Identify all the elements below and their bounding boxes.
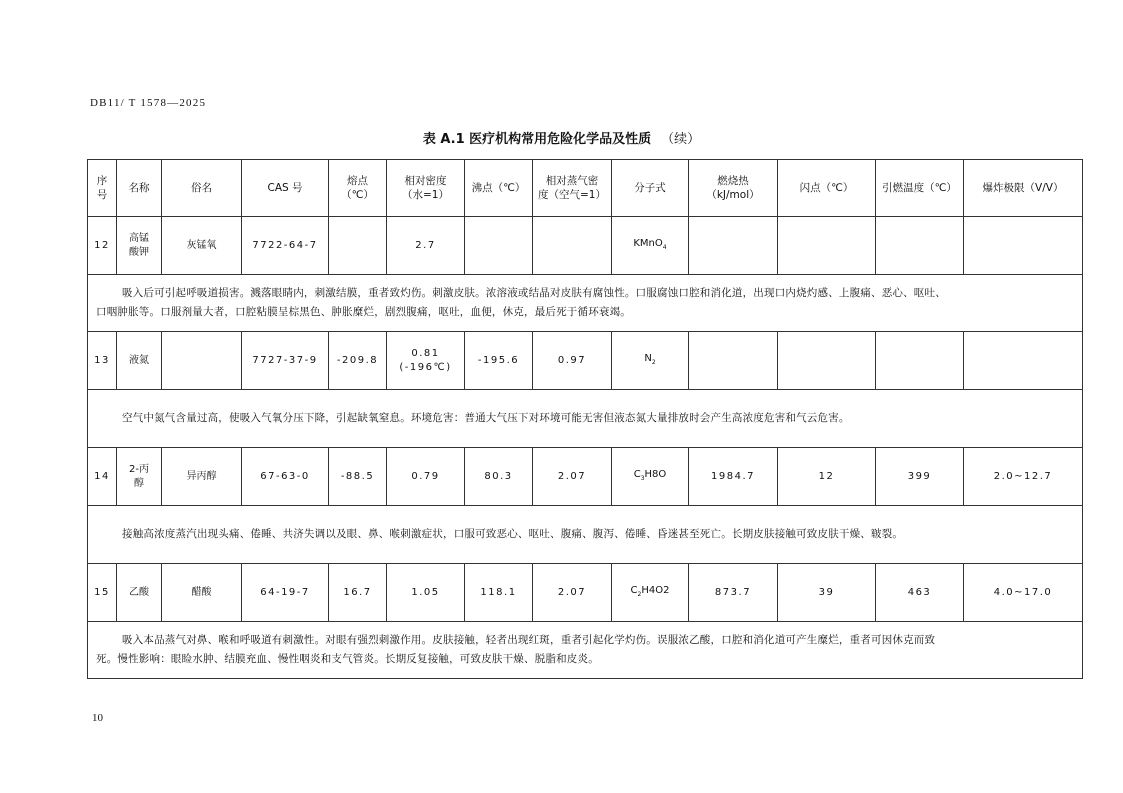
header-seq: 序 号 (88, 160, 117, 217)
header-cas: CAS 号 (242, 160, 329, 217)
cell-hazard-description (88, 506, 1083, 564)
table-header-row (88, 160, 1083, 217)
description-line: 空气中氮气含量过高，使吸入气氧分压下降，引起缺氧窒息。环境危害：普通大气压下对环境可能无害但液态氮大量排放时会产生高浓度危害和气云危害。 (122, 412, 850, 424)
header-relative-density: 相对密度 （水=1） (387, 160, 465, 217)
cell-relative-density: 0.79 (387, 448, 465, 506)
cell-name: 液氮 (117, 332, 162, 390)
cell-flash-point (778, 217, 876, 275)
table-description-row (88, 506, 1083, 564)
cell-seq: 14 (88, 448, 117, 506)
cell-vapor-density: 0.97 (533, 332, 612, 390)
header-common-name: 俗名 (162, 160, 242, 217)
header-vapor-density: 相对蒸气密 度（空气=1） (533, 160, 612, 217)
header-name: 名称 (117, 160, 162, 217)
header-ignition-temp: 引燃温度（℃） (876, 160, 964, 217)
cell-formula: $N_2$ (612, 332, 689, 390)
table-description-row (88, 622, 1083, 679)
table-row (88, 332, 1083, 390)
cell-formula: KMnO$_4$ (612, 217, 689, 275)
cell-ignition-temp (876, 217, 964, 275)
header-formula: 分子式 (612, 160, 689, 217)
cell-combustion-heat: 873.7 (689, 564, 778, 622)
cell-common-name: 灰锰氧 (162, 217, 242, 275)
cell-flash-point (778, 332, 876, 390)
table-row (88, 448, 1083, 506)
cell-vapor-density (533, 217, 612, 275)
cell-melting-point (329, 217, 387, 275)
cell-cas: 67-63-0 (242, 448, 329, 506)
cell-boiling-point: 118.1 (465, 564, 533, 622)
cell-cas: 7727-37-9 (242, 332, 329, 390)
cell-relative-density: 1.05 (387, 564, 465, 622)
cell-formula: $C_3H8O$ (612, 448, 689, 506)
cell-melting-point: 16.7 (329, 564, 387, 622)
header-flash-point: 闪点（℃） (778, 160, 876, 217)
cell-seq: 15 (88, 564, 117, 622)
cell-boiling-point: 80.3 (465, 448, 533, 506)
cell-formula: $C_2H4O2$ (612, 564, 689, 622)
table-description-row (88, 390, 1083, 448)
table-row (88, 217, 1083, 275)
cell-boiling-point (465, 217, 533, 275)
cell-relative-density: 2.7 (387, 217, 465, 275)
cell-seq: 12 (88, 217, 117, 275)
description-line: 接触高浓度蒸汽出现头痛、倦睡、共济失调以及眼、鼻、喉刺激症状，口服可致恶心、呕吐、腹痛、腹泻、倦睡、昏迷甚至死亡。长期皮肤接触可致皮肤干燥、皲裂。 (122, 528, 904, 540)
cell-flash-point: 39 (778, 564, 876, 622)
header-combustion-heat: 燃烧热 （kJ/mol） (689, 160, 778, 217)
chemicals-table (87, 159, 1083, 679)
cell-hazard-description (88, 622, 1083, 679)
page-number: 10 (92, 712, 103, 724)
cell-cas: 64-19-7 (242, 564, 329, 622)
cell-vapor-density: 2.07 (533, 448, 612, 506)
cell-name: 2-丙 醇 (117, 448, 162, 506)
cell-melting-point: -88.5 (329, 448, 387, 506)
cell-vapor-density: 2.07 (533, 564, 612, 622)
cell-seq: 13 (88, 332, 117, 390)
cell-common-name: 异丙醇 (162, 448, 242, 506)
header-melting-point: 熔点 （℃） (329, 160, 387, 217)
table-title (0, 128, 1123, 147)
cell-boiling-point: -195.6 (465, 332, 533, 390)
description-line: 死。慢性影响：眼睑水肿、结膜充血、慢性咽炎和支气管炎。长期反复接触，可致皮肤干燥、脱脂和皮炎。 (96, 653, 599, 665)
description-line: 吸入本品蒸气对鼻、喉和呼吸道有刺激性。对眼有强烈刺激作用。皮肤接触，轻者出现红斑，重者引起化学灼伤。误服浓乙酸，口腔和消化道可产生糜烂，重者可因休克而致 (122, 634, 936, 646)
cell-hazard-description (88, 390, 1083, 448)
cell-cas: 7722-64-7 (242, 217, 329, 275)
cell-name: 高锰 酸钾 (117, 217, 162, 275)
cell-ignition-temp: 399 (876, 448, 964, 506)
cell-explosion-limit (964, 332, 1083, 390)
cell-hazard-description (88, 275, 1083, 332)
table-title-text: 表 A.1 医疗机构常用危险化学品及性质 (422, 132, 652, 147)
cell-name: 乙酸 (117, 564, 162, 622)
cell-flash-point: 12 (778, 448, 876, 506)
cell-ignition-temp: 463 (876, 564, 964, 622)
cell-explosion-limit (964, 217, 1083, 275)
description-line: 吸入后可引起呼吸道损害。溅落眼睛内，刺激结膜，重者致灼伤。刺激皮肤。浓溶液或结晶对皮肤有腐蚀性。口服腐蚀口腔和消化道，出现口内烧灼感、上腹痛、恶心、呕吐、 (122, 287, 946, 299)
table-description-row (88, 275, 1083, 332)
cell-melting-point: -209.8 (329, 332, 387, 390)
cell-common-name: 醋酸 (162, 564, 242, 622)
header-boiling-point: 沸点（℃） (465, 160, 533, 217)
table-row (88, 564, 1083, 622)
cell-explosion-limit: 4.0~17.0 (964, 564, 1083, 622)
description-line: 口咽肿胀等。口服剂量大者，口腔粘膜呈棕黑色、肿胀糜烂，剧烈腹痛，呕吐，血便，休克，最后死于循环衰竭。 (96, 306, 631, 318)
cell-common-name (162, 332, 242, 390)
cell-explosion-limit: 2.0~12.7 (964, 448, 1083, 506)
cell-combustion-heat: 1984.7 (689, 448, 778, 506)
table-continued-label: （续） (661, 132, 701, 147)
document-code: DB11/ T 1578—2025 (90, 97, 207, 109)
cell-ignition-temp (876, 332, 964, 390)
cell-relative-density: 0.81 (-196℃) (387, 332, 465, 390)
cell-combustion-heat (689, 332, 778, 390)
header-explosion-limit: 爆炸极限（V/V） (964, 160, 1083, 217)
cell-combustion-heat (689, 217, 778, 275)
